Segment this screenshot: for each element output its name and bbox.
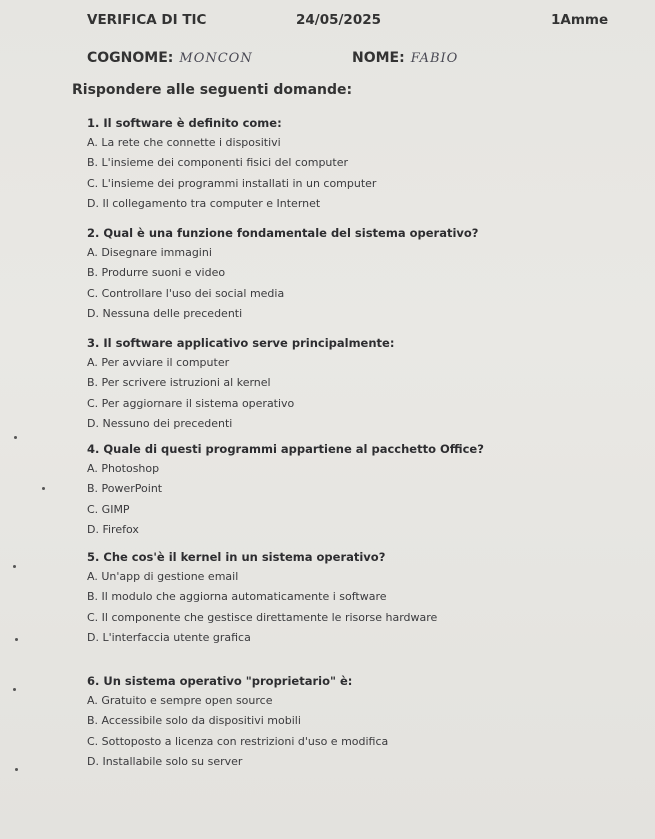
- paper-speck: [15, 768, 18, 771]
- surname-field: [87, 50, 253, 66]
- question-5: [87, 548, 607, 649]
- surname-label: COGNOME:: [87, 50, 174, 66]
- test-date: 24/05/2025: [296, 12, 382, 28]
- question-text: 2. Qual è una funzione fondamentale del sistema operativo?: [87, 226, 479, 240]
- option-d: D. L'interfaccia utente grafica: [87, 631, 251, 645]
- option-b: B. Il modulo che aggiorna automaticamente i software: [87, 590, 387, 604]
- option-b: B. L'insieme dei componenti fisici del computer: [87, 156, 349, 170]
- question-text: 6. Un sistema operativo "proprietario" è:: [87, 674, 353, 688]
- question-2: [87, 224, 607, 325]
- option-a: A. Photoshop: [87, 462, 160, 475]
- question-6: [87, 672, 607, 773]
- option-c: C. Sottoposto a licenza con restrizioni d'uso e modifica: [87, 734, 389, 748]
- surname-handwritten: MONCON: [179, 51, 253, 66]
- option-d: D. Installabile solo su server: [87, 755, 243, 769]
- question-1: [87, 114, 607, 215]
- name-handwritten: FABIO: [410, 51, 459, 66]
- paper-speck: [14, 436, 17, 439]
- option-c: C. L'insieme dei programmi installati in un computer: [87, 176, 377, 190]
- option-b: B. Per scrivere istruzioni al kernel: [87, 376, 271, 390]
- option-a: A. Disegnare immagini: [87, 246, 212, 259]
- paper-speck: [15, 638, 18, 641]
- option-b: B. Produrre suoni e video: [87, 266, 226, 280]
- option-d: D. Nessuno dei precedenti: [87, 417, 233, 431]
- instructions-heading: Rispondere alle seguenti domande:: [72, 82, 353, 98]
- question-text: 3. Il software applicativo serve principalmente:: [87, 336, 395, 350]
- question-text: 5. Che cos'è il kernel in un sistema operativo?: [87, 550, 386, 564]
- option-a: A. Un'app di gestione email: [87, 570, 239, 583]
- paper-speck: [42, 487, 45, 490]
- option-b: B. PowerPoint: [87, 482, 163, 496]
- question-3: [87, 334, 607, 435]
- paper-speck: [13, 688, 16, 691]
- option-c: C. GIMP: [87, 502, 130, 516]
- name-label: NOME:: [352, 50, 405, 66]
- subject-title: VERIFICA DI TIC: [87, 12, 207, 28]
- question-text: 1. Il software è definito come:: [87, 116, 282, 130]
- option-d: D. Il collegamento tra computer e Internet: [87, 197, 321, 211]
- option-a: A. Per avviare il computer: [87, 356, 230, 369]
- option-c: C. Per aggiornare il sistema operativo: [87, 396, 295, 410]
- option-a: A. Gratuito e sempre open source: [87, 694, 273, 707]
- option-c: C. Il componente che gestisce direttamente le risorse hardware: [87, 610, 438, 624]
- option-d: D. Firefox: [87, 523, 139, 537]
- option-a: A. La rete che connette i dispositivi: [87, 136, 281, 149]
- paper-speck: [13, 565, 16, 568]
- class-label: 1Amme: [551, 12, 609, 28]
- option-d: D. Nessuna delle precedenti: [87, 307, 243, 321]
- question-text: 4. Quale di questi programmi appartiene al pacchetto Office?: [87, 442, 484, 456]
- question-4: [87, 440, 607, 541]
- option-c: C. Controllare l'uso dei social media: [87, 286, 285, 300]
- name-field: [352, 50, 458, 66]
- option-b: B. Accessibile solo da dispositivi mobili: [87, 714, 301, 728]
